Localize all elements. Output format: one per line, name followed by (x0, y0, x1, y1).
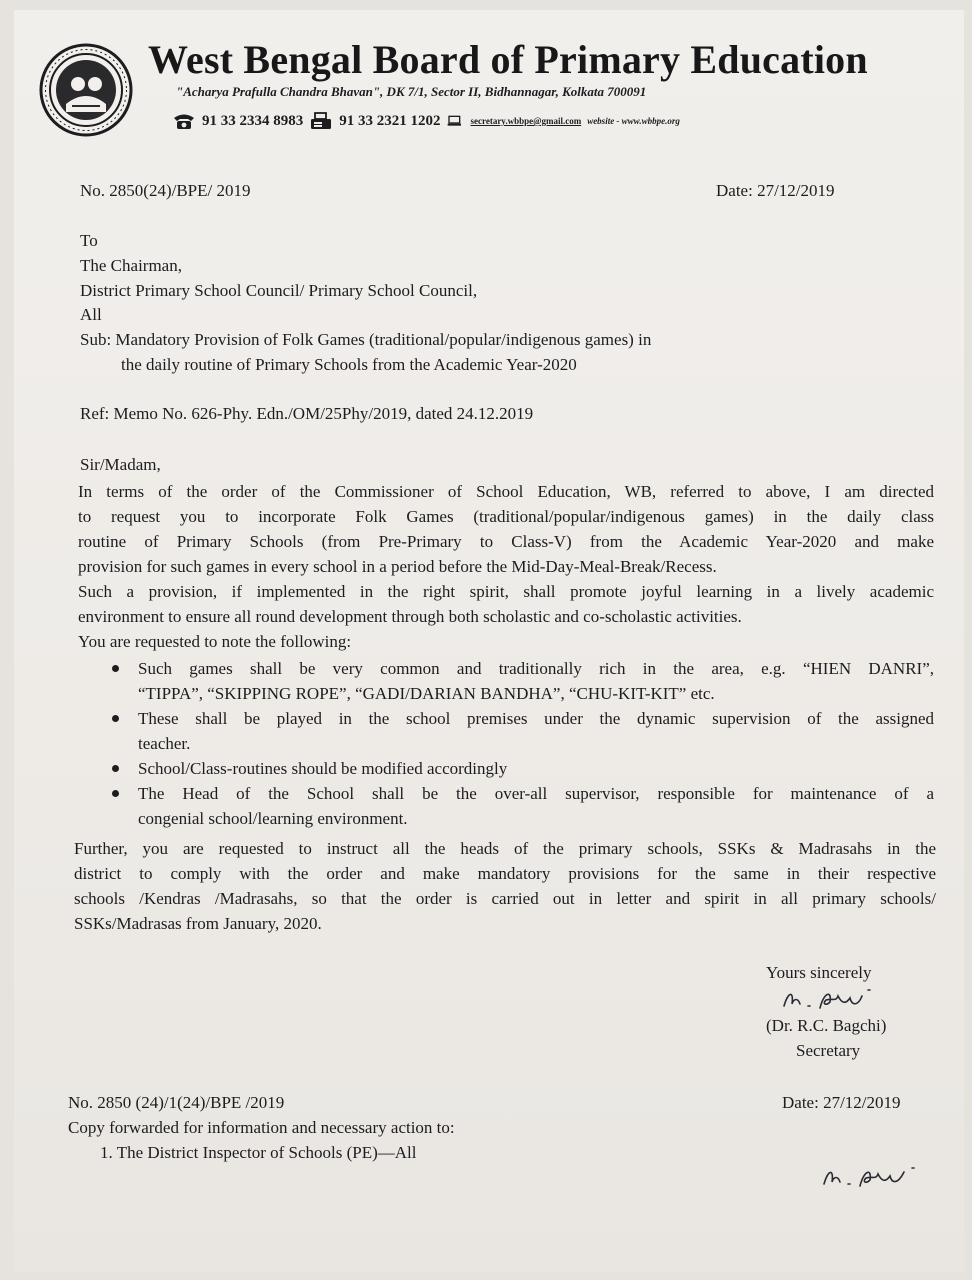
organization-address: "Acharya Prafulla Chandra Bhavan", DK 7/1, Sector II, Bidhannagar, Kolkata 700091 (176, 84, 647, 99)
copy-forwarded-line: Copy forwarded for information and necessary action to: (68, 1118, 455, 1137)
board-seal-logo (38, 42, 134, 138)
list-item (108, 706, 934, 756)
addressee-to: To (80, 231, 98, 250)
body-paragraph-1 (78, 479, 934, 654)
salutation: Sir/Madam, (80, 455, 161, 474)
telephone-icon (172, 112, 196, 130)
subject-line-1: Sub: Mandatory Provision of Folk Games (traditional/popular/indigenous games) in (80, 330, 652, 349)
paragraph-line: routine of Primary Schools (from Pre-Primary to Class-V) from the Academic Year-2020 and make (78, 532, 934, 551)
signatory-name: (Dr. R.C. Bagchi) (766, 1016, 887, 1035)
list-item (108, 781, 934, 831)
list-item-line: The Head of the School shall be the over-all supervisor, responsible for maintenance of a (138, 784, 934, 803)
paragraph-line: district to comply with the order and make mandatory provisions for the same in their respective (74, 864, 936, 883)
computer-icon (447, 112, 463, 130)
handwritten-initials-signature (818, 1160, 930, 1192)
paragraph-line: SSKs/Madrasas from January, 2020. (74, 914, 322, 933)
copy-memo-number: No. 2850 (24)/1(24)/BPE /2019 (68, 1093, 285, 1112)
copy-memo-date: Date: 27/12/2019 (782, 1093, 901, 1112)
fax-number: 91 33 2321 1202 (339, 112, 441, 129)
addressee-line-2: District Primary School Council/ Primary School Council, (80, 281, 478, 300)
paragraph-line: provision for such games in every school in a period before the Mid-Day-Meal-Break/Recess. (78, 557, 717, 576)
paragraph-line: You are requested to note the following: (78, 632, 352, 651)
copy-recipient-1: 1. The District Inspector of Schools (PE)—All (100, 1143, 417, 1162)
list-item (108, 656, 934, 706)
email-address[interactable]: secretary.wbbpe@gmail.com (470, 116, 582, 126)
list-item-line: Such games shall be very common and traditionally rich in the area, e.g. “HIEN DANRI”, (138, 659, 934, 678)
paragraph-line: environment to ensure all round development through both scholastic and co-scholastic activities. (78, 607, 742, 626)
list-item-line: “TIPPA”, “SKIPPING ROPE”, “GADI/DARIAN BANDHA”, “CHU-KIT-KIT” etc. (138, 684, 715, 703)
signatory-title: Secretary (796, 1041, 861, 1060)
paragraph-line: Further, you are requested to instruct all the heads of the primary schools, SSKs & Madrasahs in the (74, 839, 936, 858)
bullet-icon (112, 790, 119, 797)
addressee-line-1: The Chairman, (80, 256, 182, 275)
addressee-line-3: All (80, 305, 102, 324)
fax-icon (309, 112, 333, 130)
phone-number: 91 33 2334 8983 (202, 112, 304, 129)
paragraph-line: Such a provision, if implemented in the right spirit, shall promote joyful learning in a lively academic (78, 582, 934, 601)
list-item-line: These shall be played in the school premises under the dynamic supervision of the assigned (138, 709, 934, 728)
list-item-line: School/Class-routines should be modified accordingly (138, 759, 508, 778)
organization-name: West Bengal Board of Primary Education (148, 37, 868, 82)
handwritten-signature (780, 984, 892, 1014)
reference-line: Ref: Memo No. 626-Phy. Edn./OM/25Phy/2019, dated 24.12.2019 (80, 404, 534, 423)
paragraph-line: In terms of the order of the Commissioner of School Education, WB, referred to above, I am directed (78, 482, 934, 501)
memo-number: No. 2850(24)/BPE/ 2019 (80, 181, 251, 200)
paragraph-line: schools /Kendras /Madrasahs, so that the order is carried out in letter and spirit in all primary schools/ (74, 889, 936, 908)
closing: Yours sincerely (766, 963, 872, 982)
memo-date: Date: 27/12/2019 (716, 181, 835, 200)
list-item-line: teacher. (138, 734, 191, 753)
paragraph-line: to request you to incorporate Folk Games (traditional/popular/indigenous games) in the daily class (78, 507, 934, 526)
instructions-list (108, 656, 934, 831)
bullet-icon (112, 665, 119, 672)
bullet-icon (112, 765, 119, 772)
website[interactable]: website - www.wbbpe.org (587, 116, 680, 126)
subject-line-2: the daily routine of Primary Schools from the Academic Year-2020 (121, 355, 577, 374)
list-item (108, 756, 934, 781)
contact-line (172, 112, 680, 130)
bullet-icon (112, 715, 119, 722)
body-paragraph-2 (74, 836, 936, 936)
list-item-line: congenial school/learning environment. (138, 809, 408, 828)
